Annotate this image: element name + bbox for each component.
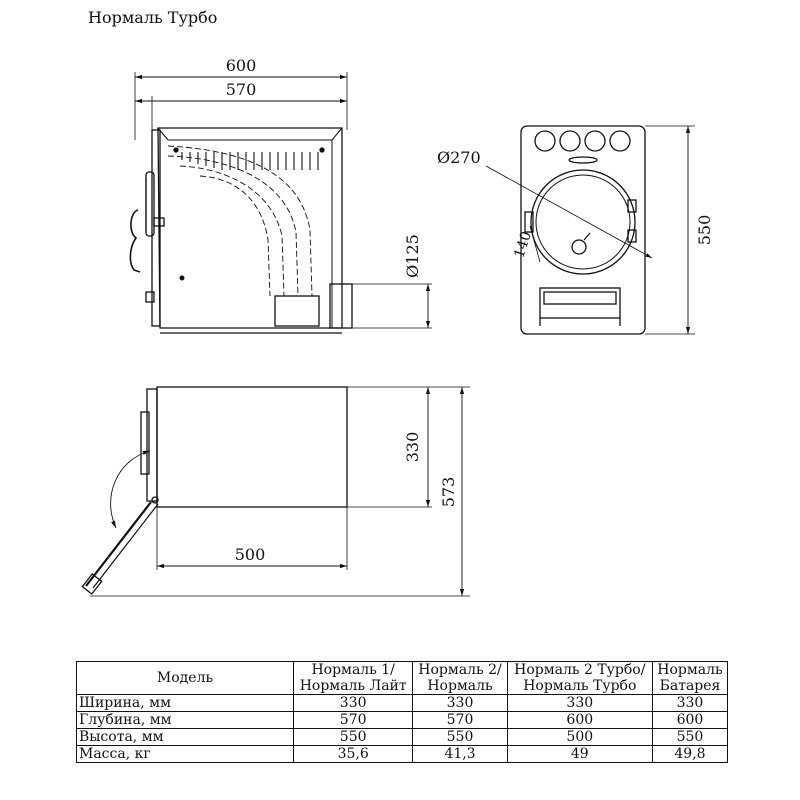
- header-col-2-line1: Нормаль 2/: [418, 662, 502, 678]
- row-label: Высота, мм: [77, 729, 294, 746]
- table-row: [77, 746, 728, 763]
- header-col-3-line1: Нормаль 2 Турбо/: [514, 662, 646, 678]
- header-col-4-line1: Нормаль: [657, 662, 723, 678]
- table-cell: 330: [507, 695, 652, 712]
- table-cell: 600: [507, 712, 652, 729]
- table-cell: 49: [507, 746, 652, 763]
- dim-opening: 140: [511, 229, 535, 260]
- table-cell: 35,6: [294, 746, 413, 763]
- dim-depth-inner: 330: [403, 431, 422, 463]
- header-model: Модель: [77, 662, 294, 695]
- dim-width-inner: 570: [225, 80, 257, 99]
- dim-door-swing: 500: [234, 545, 266, 564]
- table-cell: 41,3: [413, 746, 507, 763]
- header-col-4: [652, 662, 727, 695]
- table-cell: 330: [652, 695, 727, 712]
- side-view: [130, 72, 432, 333]
- dim-height: 550: [695, 214, 714, 246]
- dim-width-outer: 600: [225, 56, 257, 75]
- header-col-1: [294, 662, 413, 695]
- header-col-3: [507, 662, 652, 695]
- table-row: [77, 712, 728, 729]
- row-label: Ширина, мм: [77, 695, 294, 712]
- specs-table: [76, 661, 728, 763]
- dim-depth-outer: 573: [439, 476, 458, 508]
- top-view: [82, 387, 470, 596]
- table-cell: 330: [294, 695, 413, 712]
- table-cell: 600: [652, 712, 727, 729]
- table-cell: 500: [507, 729, 652, 746]
- header-col-1-line2: Нормаль Лайт: [299, 678, 407, 694]
- table-header-row: [77, 662, 728, 695]
- table-cell: 330: [413, 695, 507, 712]
- table-cell: 550: [413, 729, 507, 746]
- table-cell: 570: [413, 712, 507, 729]
- header-col-1-line1: Нормаль 1/: [311, 662, 395, 678]
- dim-chimney-diameter: Ø125: [403, 234, 422, 278]
- table-cell: 570: [294, 712, 413, 729]
- row-label: Масса, кг: [77, 746, 294, 763]
- header-col-2-line2: Нормаль: [427, 678, 493, 694]
- table-row: [77, 729, 728, 746]
- table-cell: 550: [652, 729, 727, 746]
- dim-door-diameter: Ø270: [437, 148, 481, 167]
- table-row: [77, 695, 728, 712]
- front-view: [486, 126, 695, 334]
- header-col-4-line2: Батарея: [659, 678, 721, 694]
- row-label: Глубина, мм: [77, 712, 294, 729]
- header-col-2: [413, 662, 507, 695]
- table-cell: 550: [294, 729, 413, 746]
- header-col-3-line2: Нормаль Турбо: [523, 678, 637, 694]
- table-cell: 49,8: [652, 746, 727, 763]
- drawing-title: Нормаль Турбо: [88, 8, 218, 27]
